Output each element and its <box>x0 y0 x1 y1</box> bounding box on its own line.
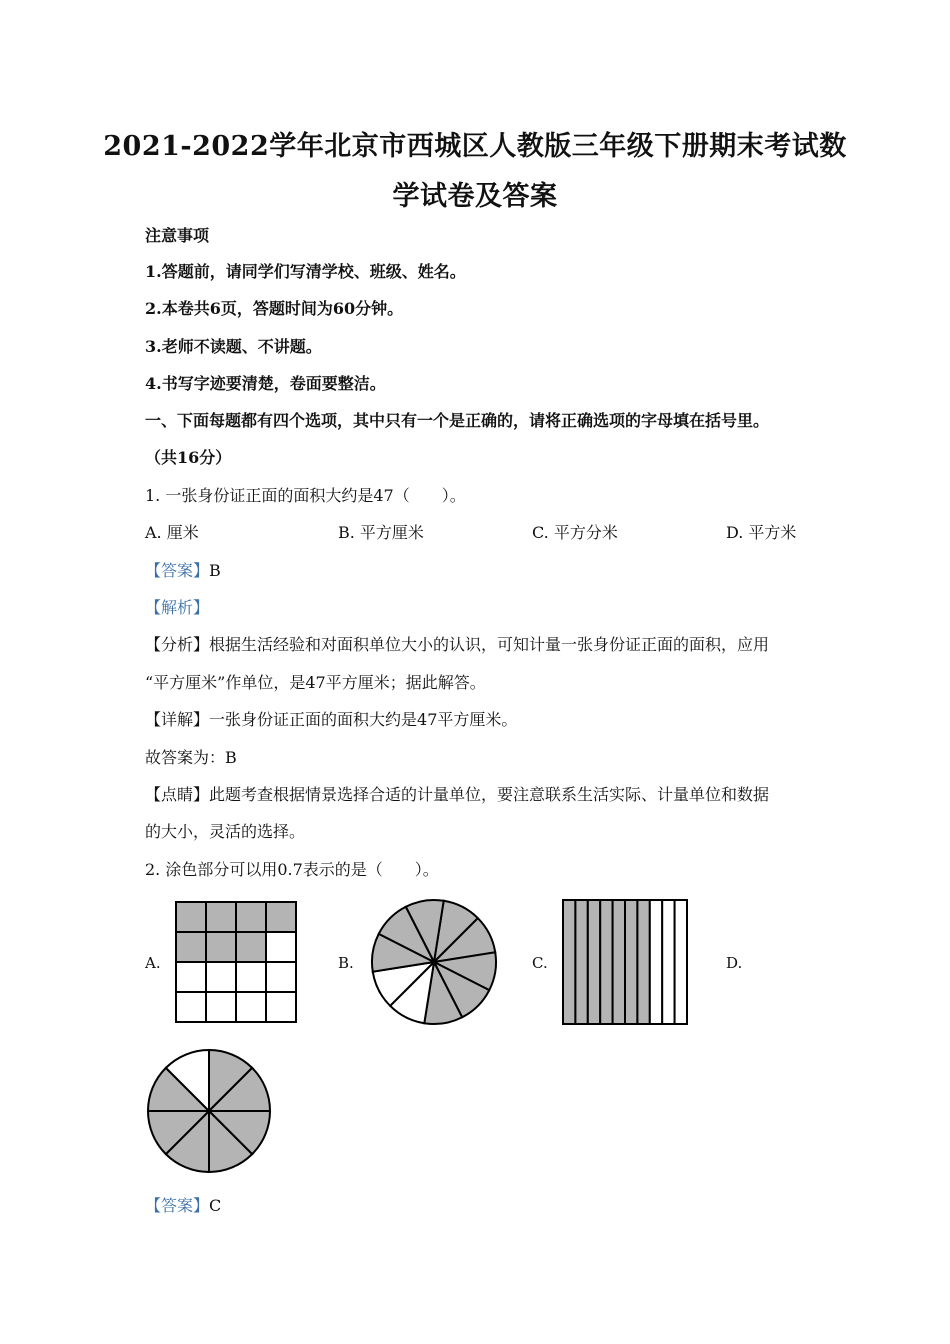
answer-value: B <box>209 561 221 580</box>
q2-label-c: C. <box>532 954 548 972</box>
grid-cell <box>266 962 296 992</box>
strip <box>625 900 637 1024</box>
q1-option-d: D. 平方米 <box>726 523 797 542</box>
strip <box>600 900 612 1024</box>
figure-c-strips <box>561 898 689 1026</box>
grid-cell <box>236 932 266 962</box>
strip <box>675 900 687 1024</box>
grid-cell <box>266 902 296 932</box>
answer-value: C <box>209 1196 222 1215</box>
q2-stem: 2. 涂色部分可以用0.7表示的是（ ）。 <box>145 860 439 879</box>
page-title-line2: 学试卷及答案 <box>392 181 558 212</box>
q1-answer <box>145 561 221 581</box>
q1-stem: 1. 一张身份证正面的面积大约是47（ ）。 <box>145 486 466 505</box>
analysis-tag: 【解析】 <box>145 598 210 617</box>
strip <box>563 900 575 1024</box>
strip <box>662 900 674 1024</box>
grid-cell <box>176 962 206 992</box>
fenxi-tag: 【分析】 <box>145 635 210 654</box>
q1-xiangjie <box>145 710 517 730</box>
q1-option-b: B. 平方厘米 <box>338 523 424 542</box>
grid-cell <box>236 992 266 1022</box>
strip <box>588 900 600 1024</box>
grid-cell <box>236 902 266 932</box>
grid-cell <box>266 932 296 962</box>
answer-tag: 【答案】 <box>145 561 210 580</box>
section1-heading: 一、下面每题都有四个选项，其中只有一个是正确的，请将正确选项的字母填在括号里。 <box>145 411 770 430</box>
answer-tag: 【答案】 <box>145 1196 210 1215</box>
q2-answer <box>145 1196 221 1216</box>
q1-fenxi-line1 <box>145 635 769 655</box>
grid-cell <box>266 992 296 1022</box>
figure-d-circle <box>146 1048 272 1174</box>
grid-cell <box>206 932 236 962</box>
strip <box>575 900 587 1024</box>
q1-conclusion: 故答案为：B <box>145 748 237 767</box>
q1-analysis <box>145 598 209 618</box>
grid-cell <box>176 992 206 1022</box>
figure-b-circle <box>370 898 498 1026</box>
grid-cell <box>176 932 206 962</box>
xiangjie-text: 一张身份证正面的面积大约是47平方厘米。 <box>209 710 518 729</box>
strip <box>650 900 662 1024</box>
note-item: 4.书写字迹要清楚，卷面要整洁。 <box>145 374 386 393</box>
q1-fenxi-line2: “平方厘米”作单位，是47平方厘米；据此解答。 <box>145 673 486 692</box>
fenxi-text: 根据生活经验和对面积单位大小的认识，可知计量一张身份证正面的面积，应用 <box>209 635 770 654</box>
note-item: 2.本卷共6页，答题时间为60分钟。 <box>145 299 404 318</box>
dianjing-text: 此题考查根据情景选择合适的计量单位，要注意联系生活实际、计量单位和数据 <box>209 785 770 804</box>
grid-cell <box>206 962 236 992</box>
q2-label-a: A. <box>145 954 161 972</box>
q1-dianjing-line2: 的大小，灵活的选择。 <box>145 822 306 841</box>
q1-dianjing-line1 <box>145 785 769 805</box>
dianjing-tag: 【点睛】 <box>145 785 210 804</box>
q1-option-a: A. 厘米 <box>145 523 199 542</box>
q2-label-d: D. <box>726 954 743 972</box>
grid-cell <box>236 962 266 992</box>
grid-cell <box>206 992 236 1022</box>
note-item: 1.答题前，请同学们写清学校、班级、姓名。 <box>145 262 466 281</box>
grid-cell <box>206 902 236 932</box>
q2-label-b: B. <box>338 954 354 972</box>
notes-heading: 注意事项 <box>145 226 210 245</box>
figure-a-grid <box>174 900 298 1024</box>
strip <box>637 900 649 1024</box>
page-title-line1: 2021-2022学年北京市西城区人教版三年级下册期末考试数 <box>103 131 847 162</box>
note-item: 3.老师不读题、不讲题。 <box>145 337 322 356</box>
strip <box>613 900 625 1024</box>
xiangjie-tag: 【详解】 <box>145 710 210 729</box>
q1-option-c: C. 平方分米 <box>532 523 618 542</box>
grid-cell <box>176 902 206 932</box>
section1-score: （共16分） <box>145 448 232 467</box>
